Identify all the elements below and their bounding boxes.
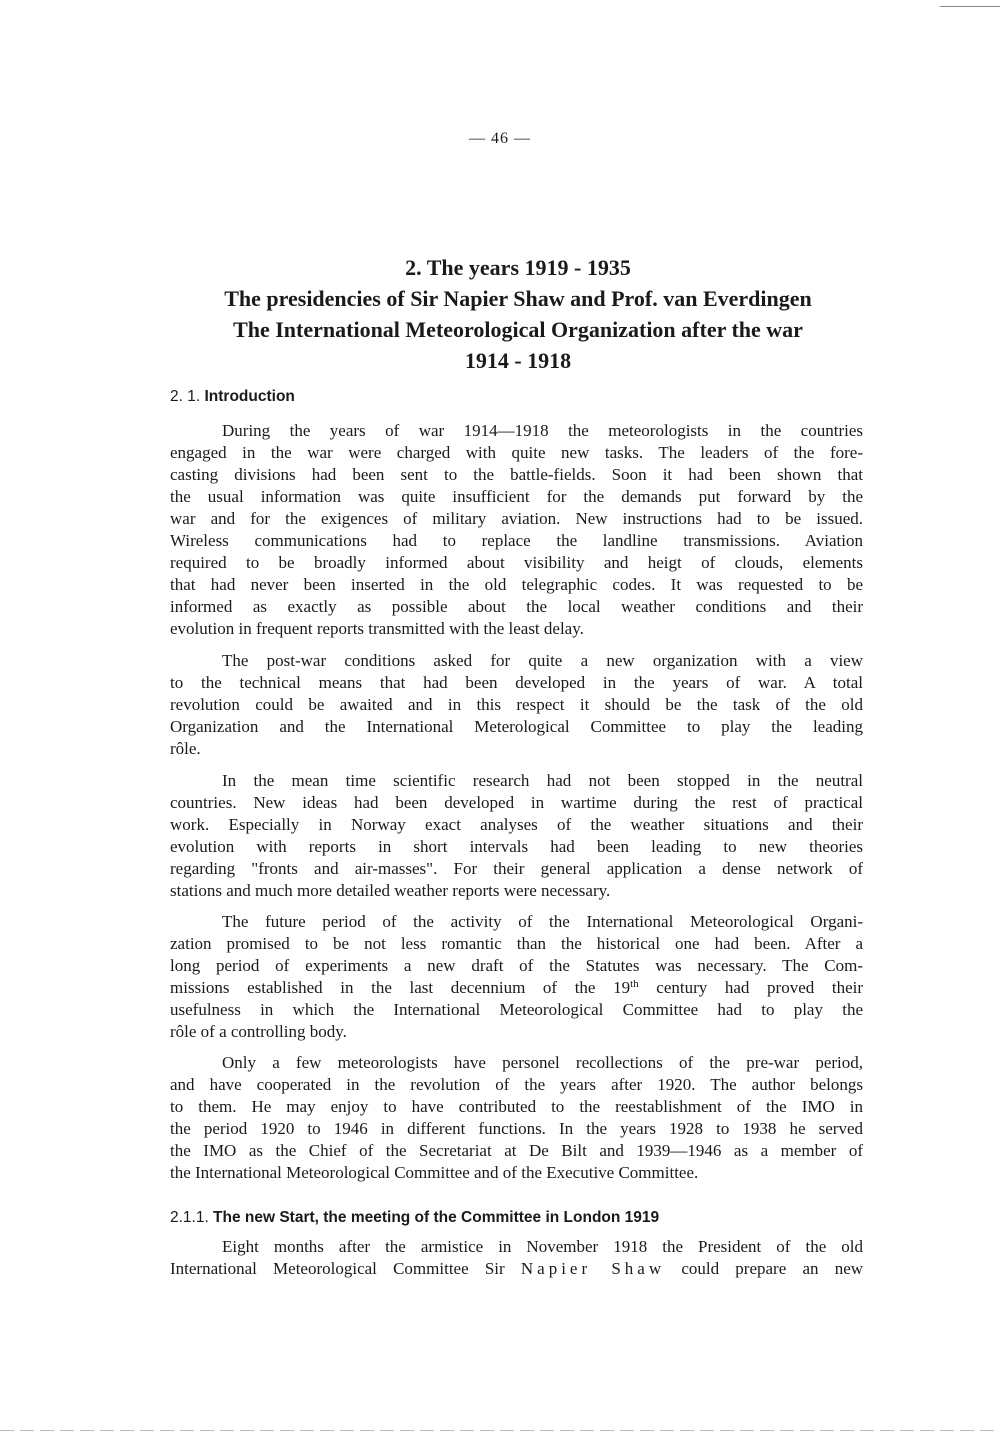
paragraph-line: Only a few meteorologists have personel recollections of the pre-war period,: [222, 1053, 863, 1072]
paragraph-line: countries. New ideas had been developed in wartime during the rest of practical: [170, 793, 863, 812]
paragraph-1: [170, 420, 863, 640]
paragraph-line: stations and much more detailed weather reports were necessary.: [170, 881, 611, 900]
chapter-title-line-3: The International Meteorological Organization after the war: [233, 317, 803, 342]
paragraph-line: usefulness in which the International Meteorological Committee had to play the: [170, 1000, 863, 1019]
section-heading: [170, 388, 295, 406]
paragraph-line: to them. He may enjoy to have contributed to the reestablishment of the IMO in: [170, 1097, 863, 1116]
top-edge-rule: [940, 6, 1000, 7]
paragraph-line: The future period of the activity of the International Meteorological Organi-: [222, 912, 863, 931]
paragraph-line: regarding "fronts and air-masses". For their general application a dense network of: [170, 859, 863, 878]
paragraph-line: rôle of a controlling body.: [170, 1022, 347, 1041]
chapter-title-line-1: 2. The years 1919 - 1935: [405, 255, 631, 280]
paragraph-line: The post-war conditions asked for quite a new organization with a view: [222, 651, 863, 670]
chapter-title-line-4: 1914 - 1918: [464, 348, 572, 373]
paragraph-2: [170, 650, 863, 760]
paragraph-line: the usual information was quite insufficient for the demands put forward by the: [170, 487, 863, 506]
chapter-heading: [170, 252, 866, 376]
subsection-heading: [170, 1207, 659, 1227]
paragraph-3: [170, 770, 863, 902]
paragraph-5: [170, 1052, 863, 1184]
page-number: — 46 —: [469, 130, 531, 147]
text-fragment: International Meteorological Committee Sir: [170, 1259, 505, 1278]
text-fragment: missions established in the last decennium of the: [170, 978, 596, 997]
paragraph-line: casting divisions had been sent to the battle-fields. Soon it had been shown that: [170, 465, 863, 484]
paragraph-line: the IMO as the Chief of the Secretariat at De Bilt and 1939—1946 as a member of: [170, 1141, 863, 1160]
paragraph-line: engaged in the war were charged with quite new tasks. The leaders of the fore-: [170, 443, 863, 462]
person-name: Napier Shaw: [520, 1259, 666, 1278]
paragraph-line: informed as exactly as possible about the local weather conditions and their: [170, 597, 863, 616]
paragraph-line: evolution with reports in short intervals had been leading to new theories: [170, 837, 863, 856]
paragraph-6: [170, 1236, 863, 1280]
chapter-title-line-2: The presidencies of Sir Napier Shaw and Prof. van Everdingen: [224, 286, 812, 311]
ordinal-suffix: th: [630, 978, 639, 990]
paragraph-line: During the years of war 1914—1918 the meteorologists in the countries: [222, 421, 863, 440]
paragraph-line: to the technical means that had been developed in the years of war. A total: [170, 673, 863, 692]
paragraph-line: Organization and the International Meterological Committee to play the leading: [170, 717, 863, 736]
paragraph-line: that had never been inserted in the old telegraphic codes. It was requested to be: [170, 575, 863, 594]
paragraph-line: and have cooperated in the revolution of the years after 1920. The author belongs: [170, 1075, 863, 1094]
paragraph-line: evolution in frequent reports transmitted with the least delay.: [170, 619, 584, 638]
paragraph-line: [170, 1258, 863, 1280]
paragraph-line: rôle.: [170, 739, 201, 758]
paragraph-line: Wireless communications had to replace the landline transmissions. Aviation: [170, 531, 863, 550]
paragraph-line: the period 1920 to 1946 in different functions. In the years 1928 to 1938 he served: [170, 1119, 863, 1138]
text-fragment: could prepare an new: [681, 1259, 864, 1278]
paragraph-line: In the mean time scientific research had not been stopped in the neutral: [222, 771, 863, 790]
section-title: Introduction: [204, 388, 295, 405]
century-number: 19: [613, 978, 631, 997]
subsection-number: 2.1.1.: [170, 1209, 209, 1226]
section-number: 2. 1.: [170, 388, 201, 405]
paragraph-4: [170, 911, 863, 1043]
subsection-title: The new Start, the meeting of the Committee in London 1919: [213, 1209, 660, 1226]
bottom-edge-rule: [0, 1430, 1000, 1431]
paragraph-line: war and for the exigences of military aviation. New instructions had to be issued.: [170, 509, 863, 528]
paragraph-line: required to be broadly informed about visibility and heigt of clouds, elements: [170, 553, 863, 572]
paragraph-line: zation promised to be not less romantic than the historical one had been. After a: [170, 934, 863, 953]
paragraph-line: long period of experiments a new draft of the Statutes was necessary. The Com-: [170, 956, 863, 975]
paragraph-line: the International Meteorological Committee and of the Executive Committee.: [170, 1163, 699, 1182]
paragraph-line: work. Especially in Norway exact analyses of the weather situations and their: [170, 815, 863, 834]
paragraph-line: [170, 977, 863, 999]
text-fragment: century had proved their: [656, 978, 864, 997]
paragraph-line: Eight months after the armistice in November 1918 the President of the old: [222, 1237, 863, 1256]
paragraph-line: revolution could be awaited and in this respect it should be the task of the old: [170, 695, 863, 714]
